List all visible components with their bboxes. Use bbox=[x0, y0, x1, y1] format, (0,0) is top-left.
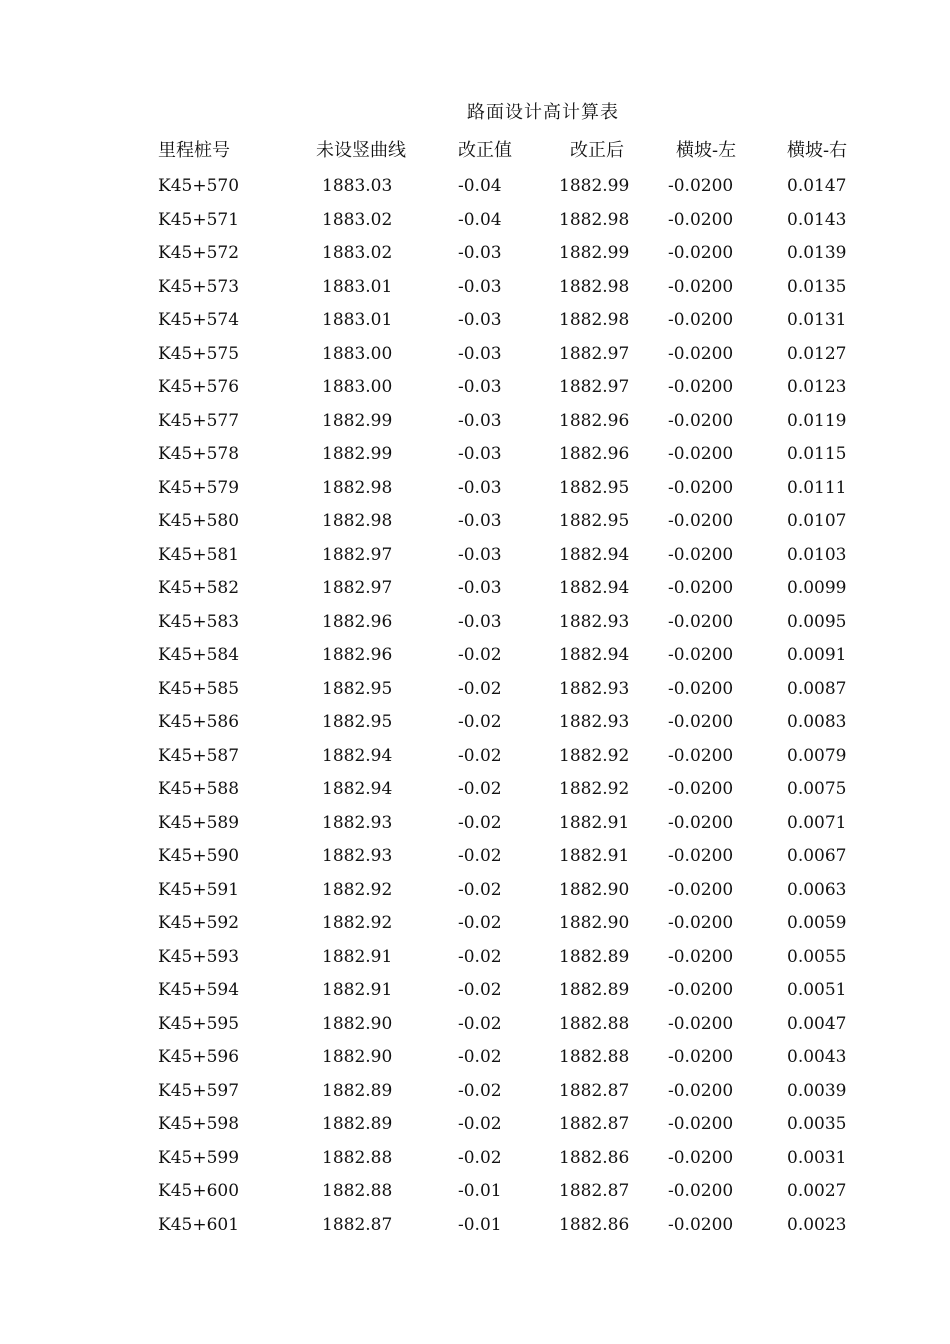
cell-elevation-no-curve: 1882.94 bbox=[322, 745, 393, 766]
table-row bbox=[0, 706, 950, 740]
cell-slope-left: -0.0200 bbox=[668, 276, 734, 297]
cell-station: K45+601 bbox=[158, 1214, 240, 1235]
cell-slope-right: 0.0023 bbox=[787, 1214, 847, 1235]
cell-elevation-no-curve: 1882.93 bbox=[322, 846, 393, 866]
table-row bbox=[0, 572, 950, 606]
table-row bbox=[0, 371, 950, 405]
cell-slope-left: -0.0200 bbox=[668, 1047, 734, 1067]
cell-correction: -0.04 bbox=[458, 209, 502, 230]
cell-corrected: 1882.92 bbox=[559, 779, 630, 799]
cell-slope-left: -0.0200 bbox=[668, 176, 734, 196]
table-row bbox=[0, 304, 950, 338]
cell-corrected: 1882.86 bbox=[559, 1214, 630, 1235]
cell-corrected: 1882.88 bbox=[559, 1013, 630, 1034]
table-row bbox=[0, 438, 950, 472]
cell-slope-left: -0.0200 bbox=[668, 243, 734, 263]
cell-slope-left: -0.0200 bbox=[668, 1080, 734, 1101]
cell-slope-left: -0.0200 bbox=[668, 343, 734, 364]
header-slope-left: 横坡-左 bbox=[676, 140, 737, 161]
cell-slope-right: 0.0075 bbox=[787, 779, 847, 799]
cell-correction: -0.03 bbox=[458, 343, 502, 364]
cell-slope-left: -0.0200 bbox=[668, 377, 734, 397]
cell-corrected: 1882.98 bbox=[559, 209, 630, 230]
cell-slope-right: 0.0031 bbox=[787, 1147, 847, 1168]
cell-slope-right: 0.0035 bbox=[787, 1114, 847, 1134]
cell-correction: -0.02 bbox=[458, 678, 502, 699]
cell-elevation-no-curve: 1882.97 bbox=[322, 578, 393, 598]
cell-correction: -0.02 bbox=[458, 712, 502, 732]
cell-corrected: 1882.94 bbox=[559, 544, 630, 565]
cell-slope-right: 0.0051 bbox=[787, 980, 847, 1000]
cell-corrected: 1882.89 bbox=[559, 946, 630, 967]
cell-slope-left: -0.0200 bbox=[668, 1147, 734, 1168]
cell-correction: -0.03 bbox=[458, 578, 502, 598]
cell-corrected: 1882.99 bbox=[559, 176, 630, 196]
cell-corrected: 1882.98 bbox=[559, 310, 630, 330]
table-row bbox=[0, 1041, 950, 1075]
table-header-row bbox=[0, 138, 950, 164]
table-row bbox=[0, 237, 950, 271]
cell-elevation-no-curve: 1882.88 bbox=[322, 1147, 393, 1168]
cell-slope-right: 0.0063 bbox=[787, 879, 847, 900]
cell-correction: -0.03 bbox=[458, 611, 502, 632]
cell-station: K45+586 bbox=[158, 712, 240, 732]
cell-corrected: 1882.93 bbox=[559, 678, 630, 699]
cell-correction: -0.02 bbox=[458, 645, 502, 665]
cell-elevation-no-curve: 1882.91 bbox=[322, 980, 393, 1000]
header-station: 里程桩号 bbox=[158, 140, 230, 161]
elevation-table bbox=[0, 138, 950, 1242]
cell-station: K45+580 bbox=[158, 511, 240, 531]
cell-correction: -0.03 bbox=[458, 444, 502, 464]
cell-slope-left: -0.0200 bbox=[668, 745, 734, 766]
cell-slope-left: -0.0200 bbox=[668, 678, 734, 699]
cell-slope-right: 0.0127 bbox=[787, 343, 847, 364]
cell-correction: -0.02 bbox=[458, 846, 502, 866]
cell-corrected: 1882.87 bbox=[559, 1181, 630, 1201]
cell-slope-right: 0.0043 bbox=[787, 1047, 847, 1067]
cell-station: K45+594 bbox=[158, 980, 240, 1000]
cell-corrected: 1882.90 bbox=[559, 913, 630, 933]
cell-correction: -0.03 bbox=[458, 477, 502, 498]
cell-slope-left: -0.0200 bbox=[668, 444, 734, 464]
cell-elevation-no-curve: 1882.98 bbox=[322, 511, 393, 531]
header-correction: 改正值 bbox=[458, 140, 512, 161]
cell-elevation-no-curve: 1882.94 bbox=[322, 779, 393, 799]
cell-slope-right: 0.0027 bbox=[787, 1181, 847, 1201]
cell-slope-right: 0.0103 bbox=[787, 544, 847, 565]
cell-slope-right: 0.0131 bbox=[787, 310, 847, 330]
cell-slope-left: -0.0200 bbox=[668, 846, 734, 866]
cell-elevation-no-curve: 1883.01 bbox=[322, 310, 393, 330]
cell-correction: -0.02 bbox=[458, 1013, 502, 1034]
header-elevation-no-curve: 未设竖曲线 bbox=[316, 140, 406, 161]
cell-station: K45+589 bbox=[158, 812, 240, 833]
cell-station: K45+570 bbox=[158, 176, 240, 196]
table-body bbox=[0, 170, 950, 1242]
cell-slope-right: 0.0067 bbox=[787, 846, 847, 866]
cell-elevation-no-curve: 1882.89 bbox=[322, 1080, 393, 1101]
cell-station: K45+597 bbox=[158, 1080, 240, 1101]
cell-elevation-no-curve: 1882.97 bbox=[322, 544, 393, 565]
cell-elevation-no-curve: 1882.98 bbox=[322, 477, 393, 498]
cell-slope-right: 0.0039 bbox=[787, 1080, 847, 1101]
cell-slope-left: -0.0200 bbox=[668, 1214, 734, 1235]
cell-correction: -0.04 bbox=[458, 176, 502, 196]
cell-elevation-no-curve: 1882.96 bbox=[322, 645, 393, 665]
cell-slope-right: 0.0115 bbox=[787, 444, 847, 464]
cell-correction: -0.03 bbox=[458, 243, 502, 263]
table-row bbox=[0, 505, 950, 539]
cell-correction: -0.01 bbox=[458, 1181, 502, 1201]
cell-correction: -0.02 bbox=[458, 1114, 502, 1134]
table-row bbox=[0, 773, 950, 807]
cell-corrected: 1882.91 bbox=[559, 812, 630, 833]
cell-corrected: 1882.95 bbox=[559, 477, 630, 498]
cell-corrected: 1882.89 bbox=[559, 980, 630, 1000]
cell-station: K45+574 bbox=[158, 310, 240, 330]
cell-slope-right: 0.0107 bbox=[787, 511, 847, 531]
cell-slope-left: -0.0200 bbox=[668, 477, 734, 498]
cell-corrected: 1882.94 bbox=[559, 645, 630, 665]
table-row bbox=[0, 170, 950, 204]
cell-station: K45+596 bbox=[158, 1047, 240, 1067]
cell-slope-right: 0.0095 bbox=[787, 611, 847, 632]
table-row bbox=[0, 740, 950, 774]
table-row bbox=[0, 204, 950, 238]
cell-station: K45+585 bbox=[158, 678, 240, 699]
table-row bbox=[0, 1008, 950, 1042]
cell-corrected: 1882.99 bbox=[559, 243, 630, 263]
table-row bbox=[0, 673, 950, 707]
cell-correction: -0.01 bbox=[458, 1214, 502, 1235]
cell-correction: -0.02 bbox=[458, 779, 502, 799]
cell-correction: -0.03 bbox=[458, 544, 502, 565]
cell-elevation-no-curve: 1882.93 bbox=[322, 812, 393, 833]
cell-correction: -0.02 bbox=[458, 1147, 502, 1168]
cell-elevation-no-curve: 1882.95 bbox=[322, 678, 393, 699]
cell-correction: -0.02 bbox=[458, 879, 502, 900]
cell-slope-left: -0.0200 bbox=[668, 209, 734, 230]
cell-station: K45+583 bbox=[158, 611, 240, 632]
table-row bbox=[0, 405, 950, 439]
cell-corrected: 1882.91 bbox=[559, 846, 630, 866]
cell-station: K45+578 bbox=[158, 444, 240, 464]
cell-elevation-no-curve: 1882.88 bbox=[322, 1181, 393, 1201]
cell-slope-left: -0.0200 bbox=[668, 712, 734, 732]
cell-station: K45+598 bbox=[158, 1114, 240, 1134]
cell-station: K45+595 bbox=[158, 1013, 240, 1034]
cell-slope-right: 0.0055 bbox=[787, 946, 847, 967]
cell-corrected: 1882.93 bbox=[559, 611, 630, 632]
cell-corrected: 1882.93 bbox=[559, 712, 630, 732]
cell-slope-left: -0.0200 bbox=[668, 410, 734, 431]
cell-slope-right: 0.0079 bbox=[787, 745, 847, 766]
cell-slope-left: -0.0200 bbox=[668, 1013, 734, 1034]
cell-slope-left: -0.0200 bbox=[668, 511, 734, 531]
cell-corrected: 1882.96 bbox=[559, 444, 630, 464]
cell-slope-right: 0.0135 bbox=[787, 276, 847, 297]
cell-elevation-no-curve: 1883.02 bbox=[322, 209, 393, 230]
cell-slope-right: 0.0139 bbox=[787, 243, 847, 263]
cell-slope-left: -0.0200 bbox=[668, 544, 734, 565]
table-row bbox=[0, 338, 950, 372]
cell-slope-right: 0.0071 bbox=[787, 812, 847, 833]
cell-station: K45+584 bbox=[158, 645, 240, 665]
cell-slope-right: 0.0119 bbox=[787, 410, 847, 431]
header-slope-right: 横坡-右 bbox=[787, 140, 848, 161]
cell-elevation-no-curve: 1882.91 bbox=[322, 946, 393, 967]
cell-slope-left: -0.0200 bbox=[668, 812, 734, 833]
cell-correction: -0.03 bbox=[458, 310, 502, 330]
cell-correction: -0.03 bbox=[458, 410, 502, 431]
cell-slope-right: 0.0047 bbox=[787, 1013, 847, 1034]
page-title: 路面设计高计算表 bbox=[467, 102, 619, 123]
cell-slope-right: 0.0059 bbox=[787, 913, 847, 933]
cell-elevation-no-curve: 1882.92 bbox=[322, 879, 393, 900]
cell-slope-right: 0.0099 bbox=[787, 578, 847, 598]
cell-slope-right: 0.0143 bbox=[787, 209, 847, 230]
cell-station: K45+591 bbox=[158, 879, 240, 900]
cell-corrected: 1882.86 bbox=[559, 1147, 630, 1168]
table-row bbox=[0, 1142, 950, 1176]
table-row bbox=[0, 472, 950, 506]
table-row bbox=[0, 1108, 950, 1142]
cell-correction: -0.02 bbox=[458, 913, 502, 933]
cell-station: K45+600 bbox=[158, 1181, 240, 1201]
cell-station: K45+573 bbox=[158, 276, 240, 297]
table-row bbox=[0, 874, 950, 908]
cell-elevation-no-curve: 1882.87 bbox=[322, 1214, 393, 1235]
cell-corrected: 1882.97 bbox=[559, 343, 630, 364]
table-row bbox=[0, 907, 950, 941]
cell-elevation-no-curve: 1882.96 bbox=[322, 611, 393, 632]
cell-slope-left: -0.0200 bbox=[668, 310, 734, 330]
cell-elevation-no-curve: 1883.03 bbox=[322, 176, 393, 196]
cell-correction: -0.03 bbox=[458, 377, 502, 397]
cell-elevation-no-curve: 1883.00 bbox=[322, 377, 393, 397]
cell-station: K45+577 bbox=[158, 410, 240, 431]
table-row bbox=[0, 639, 950, 673]
cell-slope-right: 0.0147 bbox=[787, 176, 847, 196]
cell-corrected: 1882.87 bbox=[559, 1114, 630, 1134]
cell-elevation-no-curve: 1882.89 bbox=[322, 1114, 393, 1134]
cell-slope-right: 0.0087 bbox=[787, 678, 847, 699]
cell-station: K45+587 bbox=[158, 745, 240, 766]
cell-station: K45+592 bbox=[158, 913, 240, 933]
header-corrected: 改正后 bbox=[570, 140, 624, 161]
cell-slope-left: -0.0200 bbox=[668, 913, 734, 933]
cell-corrected: 1882.92 bbox=[559, 745, 630, 766]
cell-elevation-no-curve: 1883.02 bbox=[322, 243, 393, 263]
cell-slope-left: -0.0200 bbox=[668, 1114, 734, 1134]
table-row bbox=[0, 807, 950, 841]
cell-station: K45+571 bbox=[158, 209, 240, 230]
table-row bbox=[0, 271, 950, 305]
cell-slope-left: -0.0200 bbox=[668, 946, 734, 967]
cell-elevation-no-curve: 1882.90 bbox=[322, 1013, 393, 1034]
cell-slope-left: -0.0200 bbox=[668, 879, 734, 900]
cell-corrected: 1882.90 bbox=[559, 879, 630, 900]
cell-elevation-no-curve: 1882.99 bbox=[322, 444, 393, 464]
cell-correction: -0.02 bbox=[458, 812, 502, 833]
cell-station: K45+575 bbox=[158, 343, 240, 364]
cell-corrected: 1882.96 bbox=[559, 410, 630, 431]
cell-slope-left: -0.0200 bbox=[668, 1181, 734, 1201]
table-row bbox=[0, 1175, 950, 1209]
cell-corrected: 1882.94 bbox=[559, 578, 630, 598]
cell-elevation-no-curve: 1882.99 bbox=[322, 410, 393, 431]
cell-station: K45+582 bbox=[158, 578, 240, 598]
cell-elevation-no-curve: 1882.90 bbox=[322, 1047, 393, 1067]
cell-slope-left: -0.0200 bbox=[668, 611, 734, 632]
cell-slope-left: -0.0200 bbox=[668, 578, 734, 598]
cell-slope-left: -0.0200 bbox=[668, 645, 734, 665]
cell-slope-right: 0.0091 bbox=[787, 645, 847, 665]
cell-corrected: 1882.97 bbox=[559, 377, 630, 397]
cell-station: K45+599 bbox=[158, 1147, 240, 1168]
cell-corrected: 1882.95 bbox=[559, 511, 630, 531]
cell-elevation-no-curve: 1883.01 bbox=[322, 276, 393, 297]
cell-corrected: 1882.87 bbox=[559, 1080, 630, 1101]
cell-slope-right: 0.0083 bbox=[787, 712, 847, 732]
cell-station: K45+588 bbox=[158, 779, 240, 799]
cell-slope-left: -0.0200 bbox=[668, 779, 734, 799]
cell-elevation-no-curve: 1883.00 bbox=[322, 343, 393, 364]
cell-correction: -0.02 bbox=[458, 946, 502, 967]
cell-slope-right: 0.0123 bbox=[787, 377, 847, 397]
cell-station: K45+576 bbox=[158, 377, 240, 397]
cell-station: K45+579 bbox=[158, 477, 240, 498]
cell-corrected: 1882.98 bbox=[559, 276, 630, 297]
cell-station: K45+581 bbox=[158, 544, 240, 565]
cell-elevation-no-curve: 1882.92 bbox=[322, 913, 393, 933]
cell-station: K45+572 bbox=[158, 243, 240, 263]
cell-correction: -0.02 bbox=[458, 1080, 502, 1101]
cell-station: K45+590 bbox=[158, 846, 240, 866]
table-row bbox=[0, 606, 950, 640]
cell-slope-right: 0.0111 bbox=[787, 477, 847, 498]
table-row bbox=[0, 539, 950, 573]
table-row bbox=[0, 941, 950, 975]
cell-correction: -0.02 bbox=[458, 745, 502, 766]
table-row bbox=[0, 840, 950, 874]
table-row bbox=[0, 1075, 950, 1109]
cell-correction: -0.03 bbox=[458, 276, 502, 297]
cell-elevation-no-curve: 1882.95 bbox=[322, 712, 393, 732]
cell-station: K45+593 bbox=[158, 946, 240, 967]
cell-correction: -0.03 bbox=[458, 511, 502, 531]
cell-correction: -0.02 bbox=[458, 980, 502, 1000]
table-row bbox=[0, 1209, 950, 1243]
cell-corrected: 1882.88 bbox=[559, 1047, 630, 1067]
cell-slope-left: -0.0200 bbox=[668, 980, 734, 1000]
table-row bbox=[0, 974, 950, 1008]
cell-correction: -0.02 bbox=[458, 1047, 502, 1067]
